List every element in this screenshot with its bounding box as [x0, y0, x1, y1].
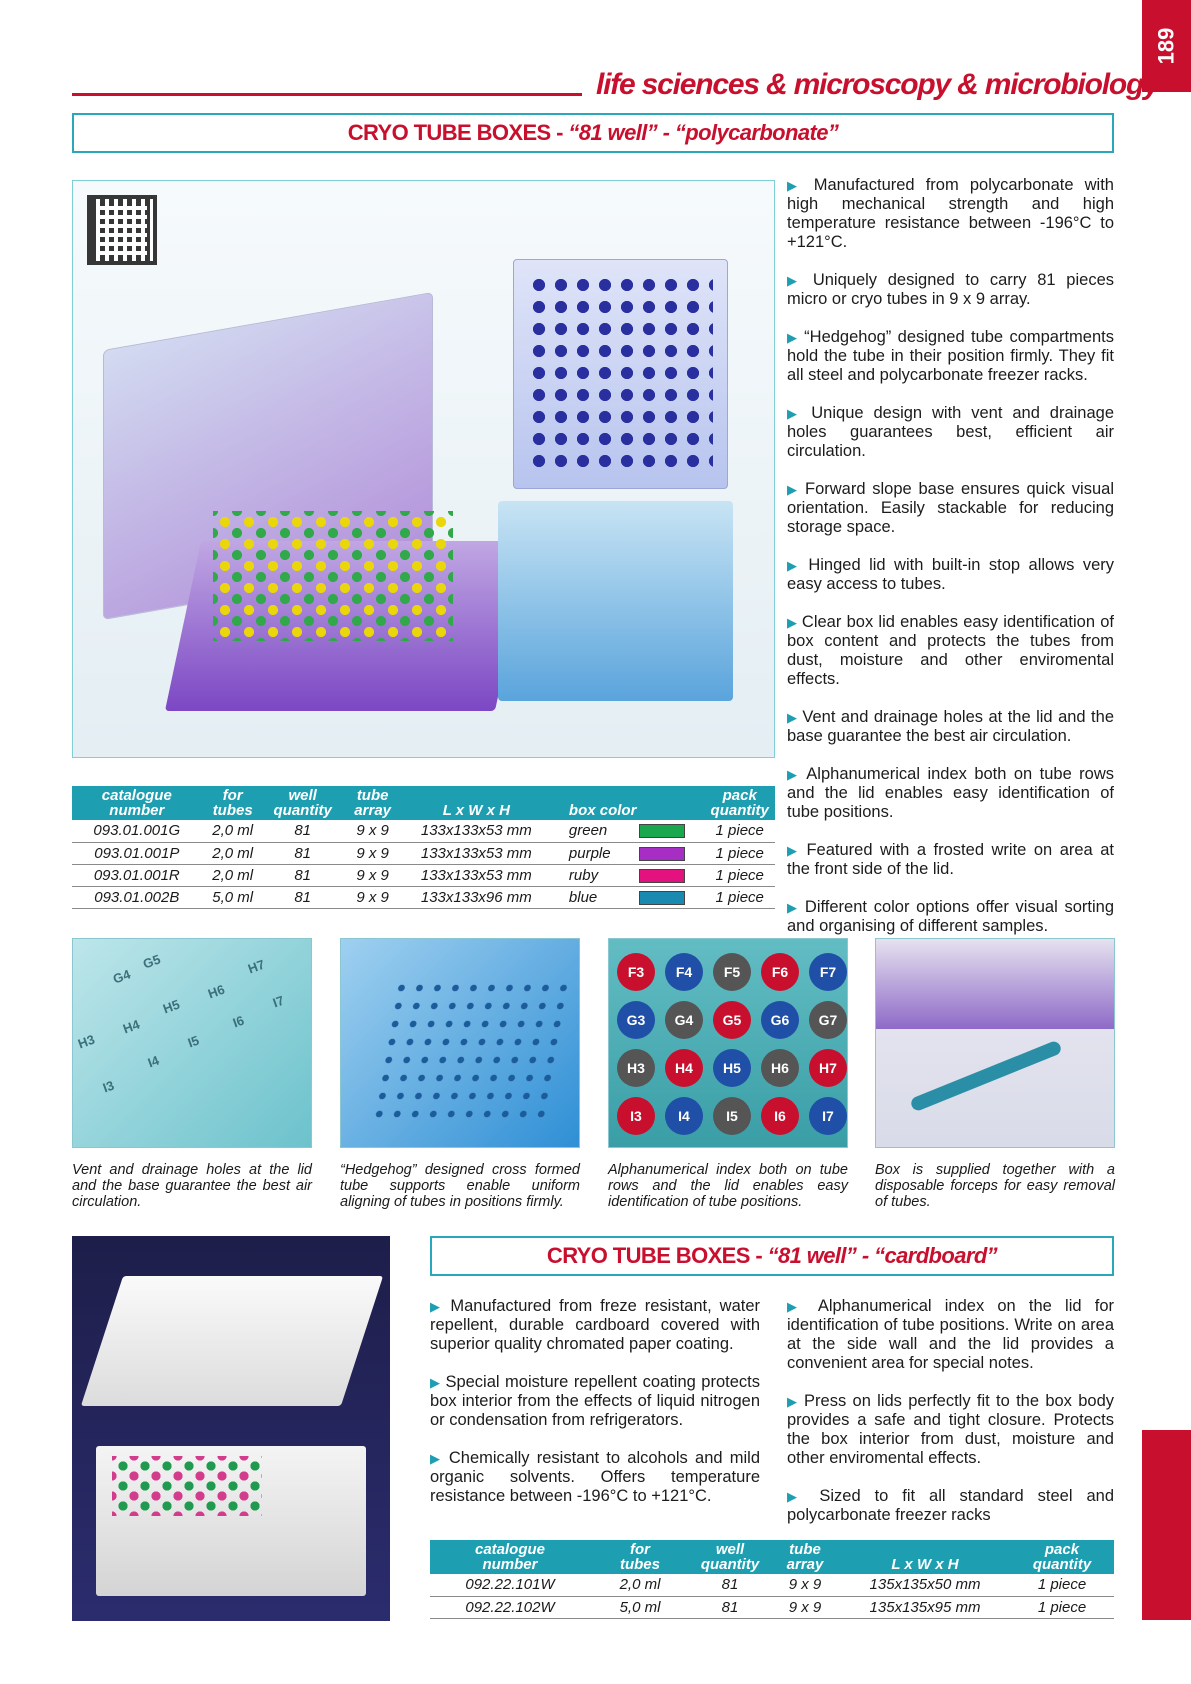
- index-label: H5: [160, 996, 182, 1017]
- cell-dims: 133x133x53 mm: [404, 842, 549, 864]
- col-dims: L x W x H: [404, 786, 549, 820]
- cell-pack: 1 piece: [1010, 1596, 1114, 1618]
- index-dot: I6: [761, 1097, 799, 1135]
- index-dot: G3: [617, 1001, 655, 1039]
- color-name: blue: [568, 888, 598, 906]
- feature-item: ▶ Sized to fit all standard steel and polycarbonate freezer racks: [787, 1487, 1114, 1525]
- index-dot: G5: [713, 1001, 751, 1039]
- cell-well: 81: [690, 1574, 770, 1596]
- forceps-icon: [909, 1040, 1063, 1113]
- section-subtitle: “81 well” - “polycarbonate”: [568, 120, 839, 145]
- color-name: green: [568, 822, 608, 840]
- section-title-cardboard: CRYO TUBE BOXES - “81 well” - “cardboard”: [430, 1236, 1114, 1276]
- index-dot: H6: [761, 1049, 799, 1087]
- cell-pack: 1 piece: [704, 864, 775, 886]
- page-header-title: life sciences & microscopy & microbiology: [596, 68, 1159, 101]
- index-label: I4: [145, 1052, 162, 1071]
- side-color-tab: [1142, 1430, 1191, 1620]
- cell-catalogue: 093.01.001G: [72, 820, 202, 842]
- color-name: ruby: [568, 866, 599, 884]
- caption-4: Box is supplied together with a disposable forceps for easy removal of tubes.: [875, 1162, 1115, 1210]
- col-tubes: for tubes: [590, 1540, 690, 1574]
- thumbnail-hedgehog-supports: [340, 938, 580, 1148]
- table-row: [72, 820, 775, 842]
- index-label: G4: [110, 966, 133, 987]
- cell-dims: 133x133x53 mm: [404, 820, 549, 842]
- spec-table-polycarbonate: [72, 786, 775, 909]
- feature-item: ▶ Forward slope base ensures quick visual orientation. Easily stackable for reducing storage space.: [787, 480, 1114, 537]
- index-dot: H7: [809, 1049, 847, 1087]
- cell-color: [549, 864, 705, 886]
- thumbnail-vent-holes: [72, 938, 312, 1148]
- index-label: I7: [270, 992, 287, 1011]
- cell-dims: 135x135x50 mm: [840, 1574, 1010, 1596]
- product-photo-cardboard-box: [72, 1236, 390, 1621]
- index-dot: G7: [809, 1001, 847, 1039]
- index-dot: F7: [809, 953, 847, 991]
- index-label: G5: [140, 951, 163, 972]
- col-tubes: for tubes: [202, 786, 264, 820]
- cell-array: 9 x 9: [342, 886, 404, 908]
- index-dot: G6: [761, 1001, 799, 1039]
- product-photo-polycarbonate-boxes: [72, 180, 775, 758]
- cell-tubes: 2,0 ml: [202, 864, 264, 886]
- feature-list-cardboard-right: [787, 1297, 1114, 1544]
- cell-color: [549, 886, 705, 908]
- index-dot: F4: [665, 953, 703, 991]
- cell-pack: 1 piece: [704, 842, 775, 864]
- section-title-polycarbonate: CRYO TUBE BOXES - “81 well” - “polycarbonate”: [72, 113, 1114, 153]
- cell-color: [549, 842, 705, 864]
- cell-well: 81: [264, 864, 342, 886]
- cell-tubes: 5,0 ml: [590, 1596, 690, 1618]
- feature-list-polycarbonate: [787, 176, 1114, 955]
- index-dot: F3: [617, 953, 655, 991]
- col-array: tube array: [342, 786, 404, 820]
- blue-box-lid: [513, 259, 728, 489]
- table-row: [430, 1574, 1114, 1596]
- header-rule: [72, 93, 582, 96]
- col-well: well quantity: [264, 786, 342, 820]
- section-subtitle: “81 well” - “cardboard”: [767, 1243, 998, 1268]
- cell-tubes: 2,0 ml: [590, 1574, 690, 1596]
- index-dot: F5: [713, 953, 751, 991]
- spec-table-cardboard: [430, 1540, 1114, 1619]
- col-array: tube array: [770, 1540, 840, 1574]
- cell-pack: 1 piece: [704, 886, 775, 908]
- feature-item: ▶ Press on lids perfectly fit to the box body provides a safe and tight closure. Protects the box interior from dust, moisture and other enviromental effects.: [787, 1392, 1114, 1468]
- feature-list-cardboard-left: [430, 1297, 760, 1525]
- blue-box-base: [498, 501, 733, 701]
- index-label: I6: [230, 1012, 247, 1031]
- caption-1: Vent and drainage holes at the lid and the base guarantee the best air circulation.: [72, 1162, 312, 1210]
- cell-pack: 1 piece: [1010, 1574, 1114, 1596]
- index-label: I3: [100, 1077, 117, 1096]
- feature-item: ▶ “Hedgehog” designed tube compartments hold the tube in their position firmly. They fit all steel and polycarbonate freezer racks.: [787, 328, 1114, 385]
- thumbnail-alphanumeric-index: [608, 938, 848, 1148]
- feature-item: ▶ Vent and drainage holes at the lid and the base guarantee the best air circulation.: [787, 708, 1114, 746]
- index-label: H6: [205, 981, 227, 1002]
- cell-well: 81: [264, 820, 342, 842]
- index-dot: G4: [665, 1001, 703, 1039]
- index-label: H3: [75, 1031, 97, 1052]
- cell-well: 81: [264, 842, 342, 864]
- cell-well: 81: [264, 886, 342, 908]
- index-dot: I7: [809, 1097, 847, 1135]
- feature-item: ▶ Manufactured from freze resistant, water repellent, durable cardboard covered with superior quality chromated paper coating.: [430, 1297, 760, 1354]
- cell-array: 9 x 9: [770, 1574, 840, 1596]
- feature-item: ▶ Manufactured from polycarbonate with high mechanical strength and high temperature resistance between -196°C to +121°C.: [787, 176, 1114, 252]
- col-pack: pack quantity: [1010, 1540, 1114, 1574]
- feature-item: ▶ Uniquely designed to carry 81 pieces micro or cryo tubes in 9 x 9 array.: [787, 271, 1114, 309]
- feature-item: ▶ Alphanumerical index both on tube rows and the lid enables easy identification of tube positions.: [787, 765, 1114, 822]
- feature-item: ▶ Chemically resistant to alcohols and mild organic solvents. Offers temperature resistance between -196°C to +121°C.: [430, 1449, 760, 1506]
- qr-code-icon: [87, 195, 157, 265]
- cell-array: 9 x 9: [770, 1596, 840, 1618]
- index-dot: I5: [713, 1097, 751, 1135]
- cell-tubes: 2,0 ml: [202, 842, 264, 864]
- cell-pack: 1 piece: [704, 820, 775, 842]
- table-row: [72, 886, 775, 908]
- index-dot: F6: [761, 953, 799, 991]
- cell-catalogue: 092.22.102W: [430, 1596, 590, 1618]
- index-dot: I4: [665, 1097, 703, 1135]
- table-row: [72, 842, 775, 864]
- thumbnail-forceps: [875, 938, 1115, 1148]
- table-row: [430, 1596, 1114, 1618]
- index-dot: H4: [665, 1049, 703, 1087]
- cell-tubes: 2,0 ml: [202, 820, 264, 842]
- color-swatch: [639, 847, 685, 861]
- table-header-row: [430, 1540, 1114, 1574]
- cell-dims: 133x133x53 mm: [404, 864, 549, 886]
- col-catalogue: catalogue number: [72, 786, 202, 820]
- cell-array: 9 x 9: [342, 842, 404, 864]
- index-label: H7: [245, 956, 267, 977]
- cell-catalogue: 093.01.002B: [72, 886, 202, 908]
- cell-catalogue: 092.22.101W: [430, 1574, 590, 1596]
- col-dims: L x W x H: [840, 1540, 1010, 1574]
- feature-item: ▶ Hinged lid with built-in stop allows very easy access to tubes.: [787, 556, 1114, 594]
- col-catalogue: catalogue number: [430, 1540, 590, 1574]
- index-dot: H5: [713, 1049, 751, 1087]
- cell-dims: 135x135x95 mm: [840, 1596, 1010, 1618]
- color-swatch: [639, 824, 685, 838]
- feature-item: ▶ Clear box lid enables easy identification of box content and protects the tubes from dust, moisture and other enviromental effects.: [787, 613, 1114, 689]
- feature-item: ▶ Featured with a frosted write on area at the front side of the lid.: [787, 841, 1114, 879]
- color-swatch: [639, 891, 685, 905]
- table-row: [72, 864, 775, 886]
- cell-catalogue: 093.01.001R: [72, 864, 202, 886]
- color-swatch: [639, 869, 685, 883]
- cardboard-tubes: [112, 1456, 262, 1516]
- feature-item: ▶ Unique design with vent and drainage holes guarantees best, efficient air circulation.: [787, 404, 1114, 461]
- table-header-row: [72, 786, 775, 820]
- col-color: box color: [549, 786, 705, 820]
- page-number: 189: [1153, 27, 1179, 65]
- cross-supports: [368, 979, 572, 1127]
- feature-item: ▶ Different color options offer visual sorting and organising of different samples.: [787, 898, 1114, 936]
- box-edge: [876, 939, 1114, 1029]
- index-label: I5: [185, 1032, 202, 1051]
- feature-item: ▶ Special moisture repellent coating protects box interior from the effects of liquid nitrogen or condensation from refrigerators.: [430, 1373, 760, 1430]
- caption-3: Alphanumerical index both on tube rows and the lid enables easy identification of tube positions.: [608, 1162, 848, 1210]
- cell-well: 81: [690, 1596, 770, 1618]
- caption-2: “Hedgehog” designed cross formed tube supports enable uniform aligning of tubes in positions firmly.: [340, 1162, 580, 1210]
- color-name: purple: [568, 844, 611, 862]
- col-well: well quantity: [690, 1540, 770, 1574]
- cell-catalogue: 093.01.001P: [72, 842, 202, 864]
- tube-caps: [213, 511, 453, 641]
- cell-tubes: 5,0 ml: [202, 886, 264, 908]
- cardboard-lid: [81, 1276, 383, 1406]
- index-dot: I3: [617, 1097, 655, 1135]
- index-label: H4: [120, 1016, 142, 1037]
- cell-array: 9 x 9: [342, 820, 404, 842]
- cell-dims: 133x133x96 mm: [404, 886, 549, 908]
- col-pack: pack quantity: [704, 786, 775, 820]
- index-dot: H3: [617, 1049, 655, 1087]
- cell-color: [549, 820, 705, 842]
- cell-array: 9 x 9: [342, 864, 404, 886]
- feature-item: ▶ Alphanumerical index on the lid for identification of tube positions. Write on area at the side wall and the lid provides a convenient area for special notes.: [787, 1297, 1114, 1373]
